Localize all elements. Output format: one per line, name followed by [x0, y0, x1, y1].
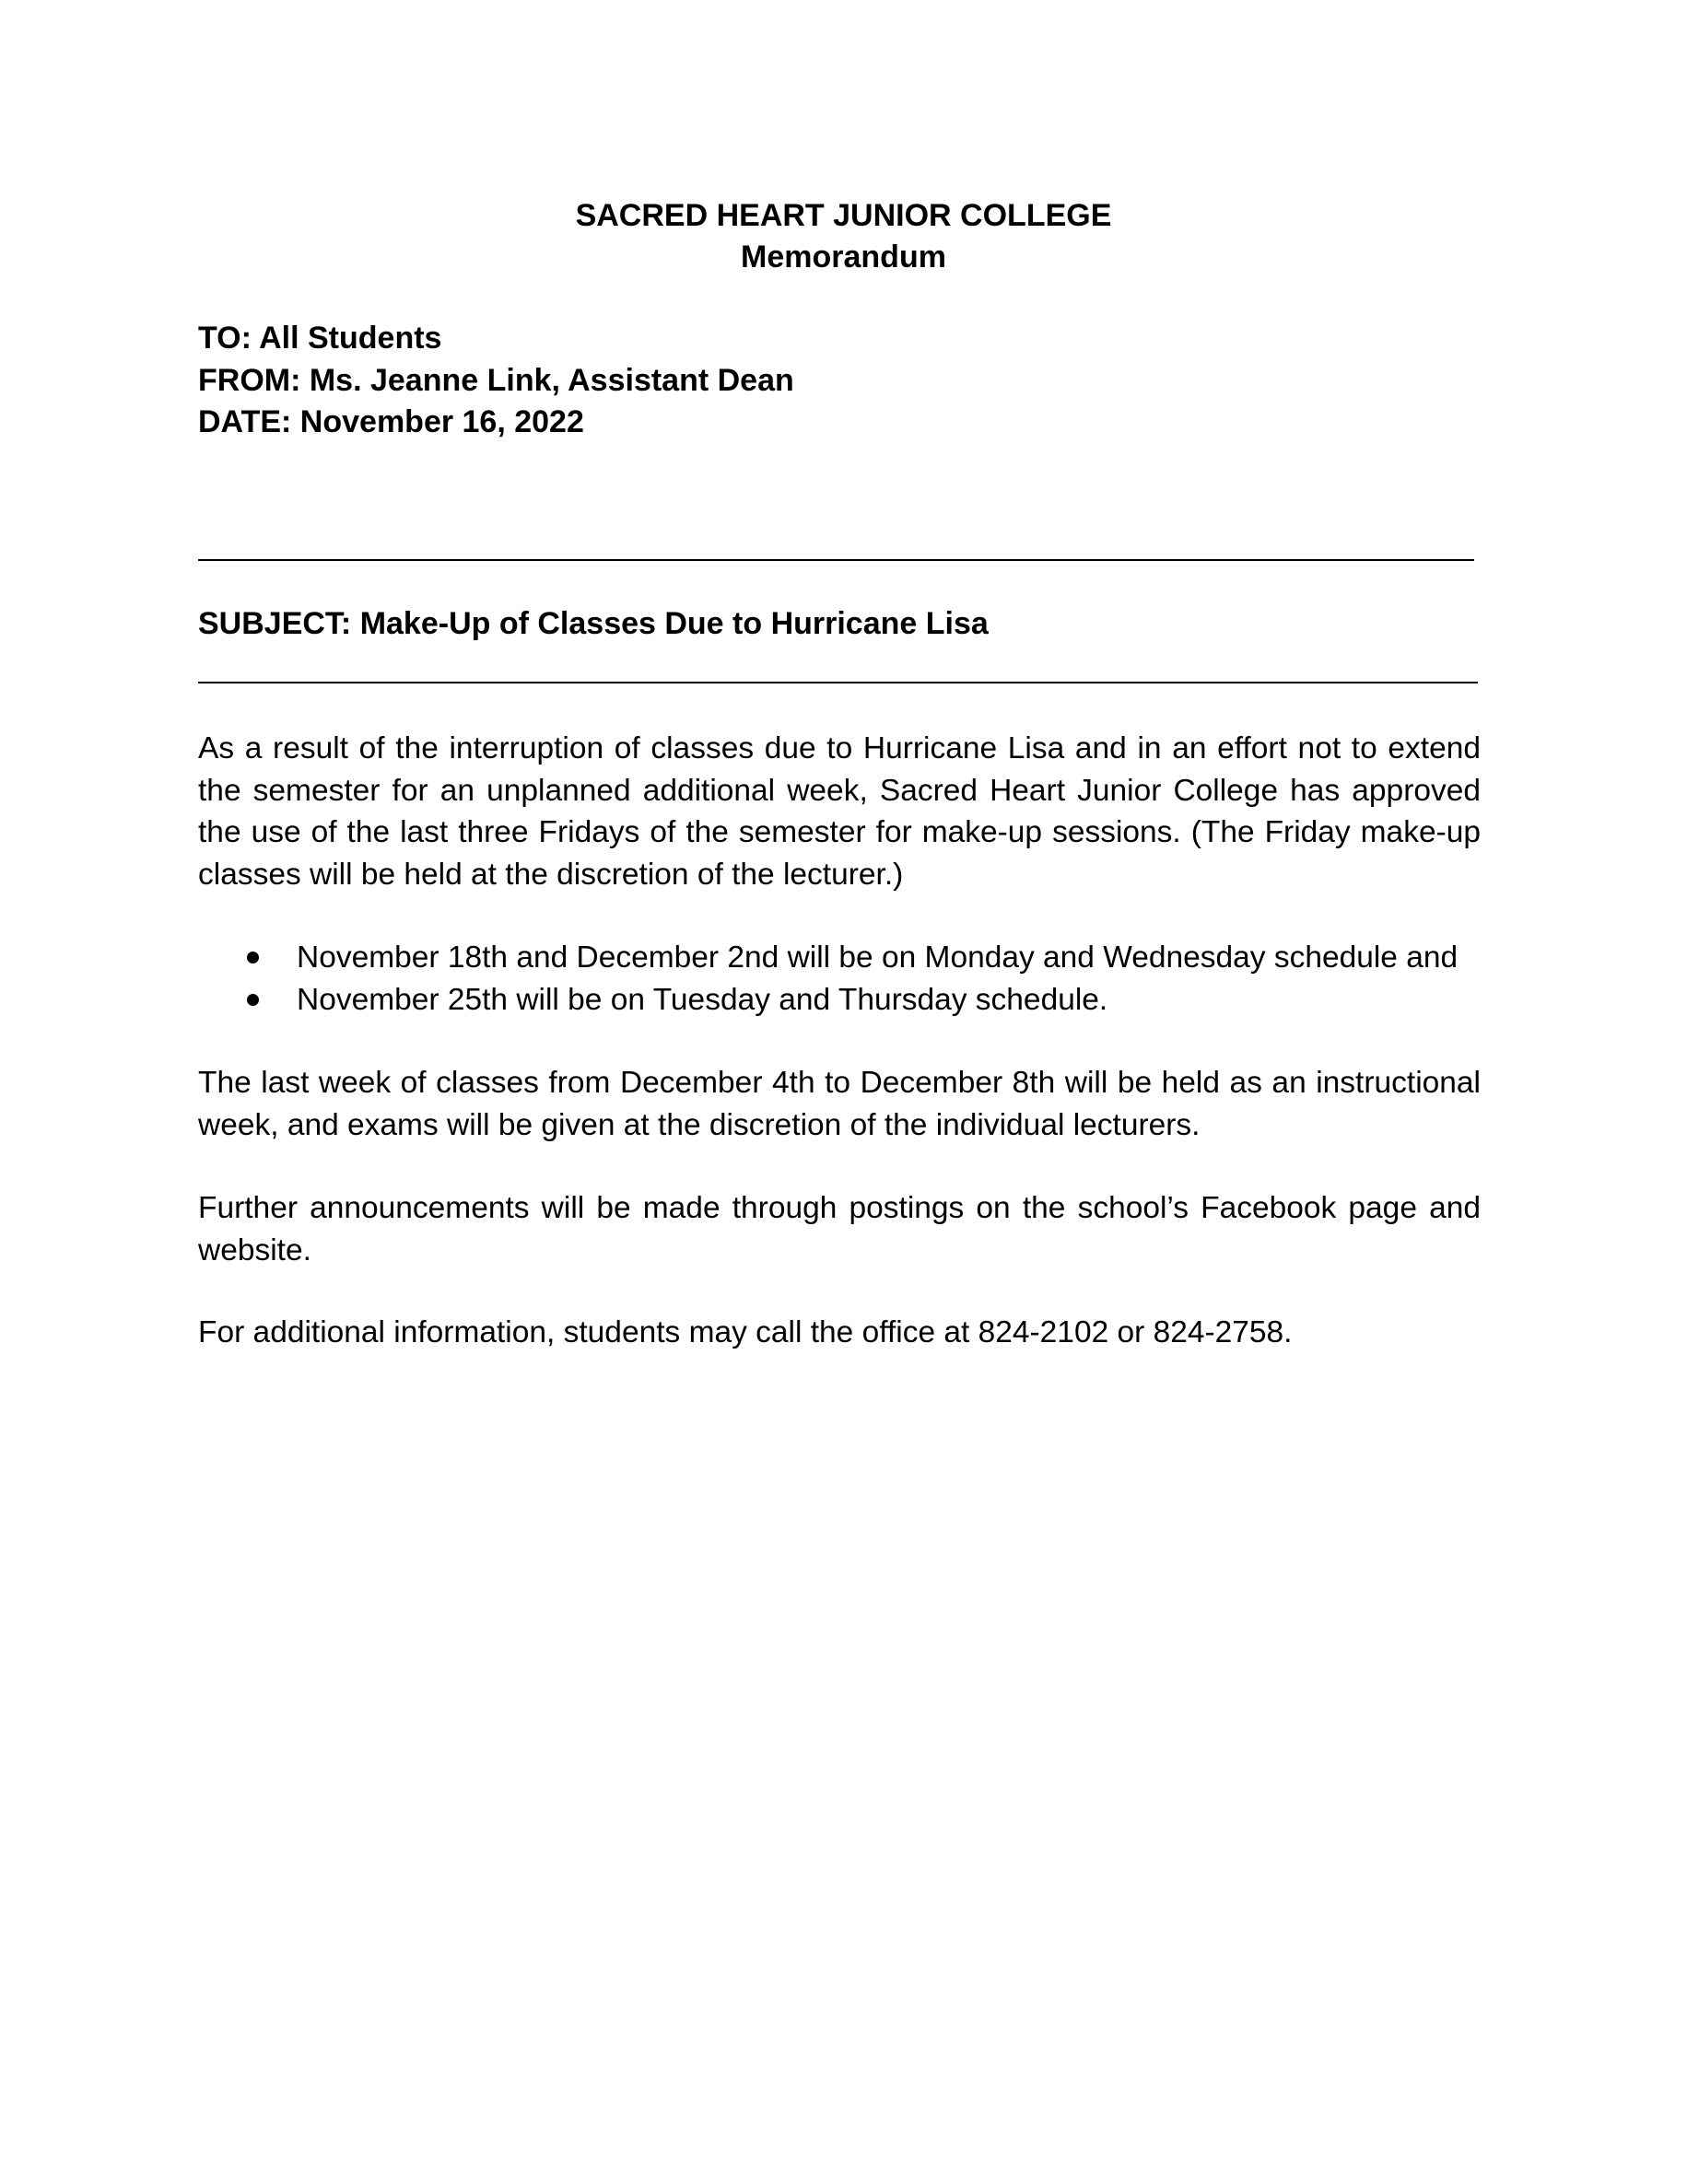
body-paragraph-3: Further announcements will be made through postings on the school’s Facebook page and website. — [198, 1191, 1481, 1267]
body-paragraph-1: As a result of the interruption of classes due to Hurricane Lisa and in an effort not to extend the semester for an unplanned additional week, Sacred Heart Junior College has approved the use of the last three Fridays of the semester for make-up sessions. (The Friday make-up classes will be held at the discretion of the lecturer.) — [198, 731, 1481, 892]
list-item-text: November 25th will be on Tuesday and Thursday schedule. — [297, 982, 1108, 1017]
bullet-icon — [247, 952, 259, 964]
body-paragraph-4: For additional information, students may call the office at 824-2102 or 824-2758. — [198, 1315, 1293, 1349]
to-field: TO: All Students — [198, 321, 442, 356]
from-field: FROM: Ms. Jeanne Link, Assistant Dean — [198, 362, 794, 398]
bullet-icon — [247, 994, 259, 1006]
schedule-list — [198, 937, 1481, 1021]
divider-top — [198, 559, 1474, 561]
memo-header-fields — [198, 318, 794, 444]
body-paragraph-2: The last week of classes from December 4th to December 8th will be held as an instructional week, and exams will be given at the discretion of the individual lecturers. — [198, 1066, 1481, 1142]
list-item — [198, 937, 1481, 979]
divider-bottom — [198, 682, 1478, 683]
institution-name: SACRED HEART JUNIOR COLLEGE — [575, 198, 1112, 233]
list-item-text: November 18th and December 2nd will be on Monday and Wednesday schedule and — [297, 940, 1459, 975]
subject-line: SUBJECT: Make-Up of Classes Due to Hurricane Lisa — [198, 606, 989, 641]
document-type: Memorandum — [741, 239, 946, 274]
list-item — [198, 979, 1481, 1022]
date-field: DATE: November 16, 2022 — [198, 404, 584, 439]
